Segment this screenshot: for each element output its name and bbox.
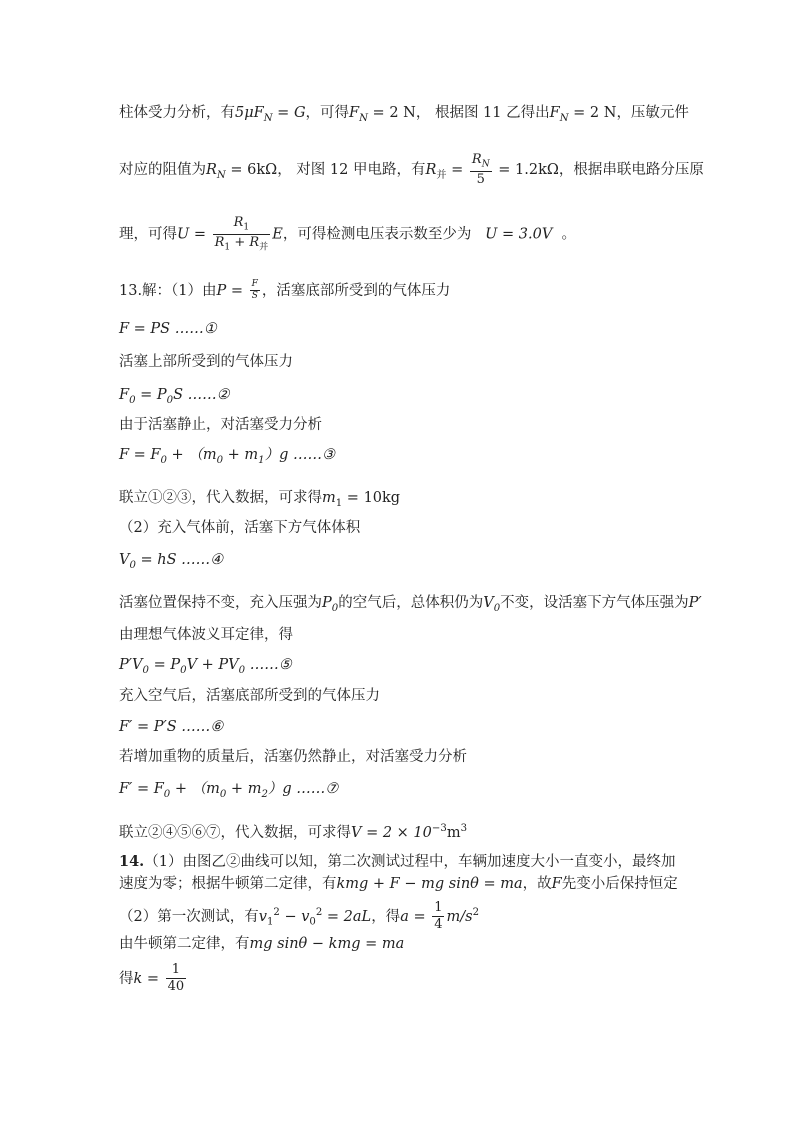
p12-line-2 <box>119 152 704 188</box>
formula: P′ <box>688 595 702 611</box>
formula: F = F <box>119 447 161 463</box>
formula: = 2 N <box>568 105 617 121</box>
text: 柱体受力分析，有 <box>119 105 235 121</box>
text: 活塞位置保持不变，充入压强为 <box>119 595 322 611</box>
text: 的空气后，总体积仍为 <box>338 595 484 611</box>
p14-line-2 <box>119 876 678 893</box>
subscript: 1 <box>266 916 274 928</box>
numerator: R <box>233 215 244 230</box>
formula: − v <box>279 908 310 925</box>
text: 速度为零；根据牛顿第二定律，有 <box>119 876 337 892</box>
subscript: 0 <box>180 664 187 676</box>
formula: V + PV <box>186 657 239 673</box>
formula: = 2 N <box>367 105 416 121</box>
subscript: 0 <box>331 602 339 614</box>
unit: m/s <box>446 908 473 925</box>
subscript: 2 <box>261 788 268 800</box>
p13-line-9 <box>119 595 702 615</box>
fraction <box>432 900 444 934</box>
superscript: 2 <box>315 906 323 918</box>
p13-line-7: （2）充入气体前，活塞下方气体体积 <box>119 520 361 536</box>
numerator: R <box>471 152 482 167</box>
p14-line-5 <box>119 962 188 996</box>
formula: = 1.2kΩ <box>493 162 559 179</box>
formula: + m <box>226 781 262 797</box>
superscript: 2 <box>273 906 280 918</box>
subscript: 1 <box>258 454 265 466</box>
text: 由牛顿第二定律，有 <box>119 936 250 952</box>
p13-eq-1: F = PS ……① <box>119 321 217 337</box>
numerator: 1 <box>432 900 444 917</box>
superscript: 3 <box>460 823 468 834</box>
formula: = 10kg <box>342 490 401 506</box>
subscript: 0 <box>142 664 149 676</box>
p14-line-1 <box>119 853 675 871</box>
subscript: 0 <box>163 788 171 800</box>
superscript: 2 <box>472 906 480 918</box>
p13-line-14: 若增加重物的质量后，活塞仍然静止，对活塞受力分析 <box>119 749 467 765</box>
subscript: N <box>559 112 569 124</box>
formula: F <box>549 105 560 121</box>
formula: F′ = F <box>119 781 164 797</box>
fraction <box>166 962 187 996</box>
subscript: N <box>481 159 490 170</box>
p13-line-12: 充入空气后，活塞底部所受到的气体压力 <box>119 688 380 704</box>
formula: = P <box>135 387 167 403</box>
p14-line-4 <box>119 936 404 953</box>
formula: F <box>119 387 130 403</box>
formula: P <box>322 595 332 611</box>
denominator: R <box>214 234 225 250</box>
subscript: 1 <box>335 497 343 509</box>
formula: ）g ……③ <box>264 447 335 463</box>
formula: U = 3.0V <box>485 226 553 243</box>
subscript: N <box>263 112 273 124</box>
formula: a = <box>400 908 431 925</box>
subscript: 并 <box>259 242 269 253</box>
formula: U = <box>177 226 211 243</box>
formula: S ……② <box>173 387 230 403</box>
formula: + （m <box>166 447 217 463</box>
text: 联立①②③，代入数据，可求得 <box>119 490 322 506</box>
p13-heading <box>119 279 450 303</box>
subscript: 0 <box>129 559 136 571</box>
formula: k = <box>133 970 164 987</box>
formula: m <box>322 490 336 506</box>
numerator: F <box>250 279 260 291</box>
p13-eq-5 <box>119 657 292 677</box>
numerator: 1 <box>166 962 187 979</box>
text: 13.解：（1）由 <box>119 282 217 299</box>
text: ，故 <box>522 876 552 892</box>
denominator: + R <box>230 234 260 250</box>
subscript: 0 <box>238 664 246 676</box>
formula: = 6kΩ <box>225 162 278 179</box>
p13-eq-6: F′ = P′S ……⑥ <box>119 719 224 735</box>
formula: R <box>206 162 217 179</box>
p13-result-2 <box>119 823 467 842</box>
formula: F <box>551 876 562 892</box>
p12-line-1 <box>119 105 689 125</box>
p13-line-2: 活塞上部所受到的气体压力 <box>119 354 293 370</box>
text: 先变小后保持恒定 <box>561 876 678 892</box>
text: ，根据串联电路分压原 <box>558 162 704 179</box>
subscript: 并 <box>436 170 447 181</box>
denominator: S <box>251 291 258 302</box>
formula: V = 2 × 10 <box>351 824 432 841</box>
text: ，压敏元件 <box>616 105 689 121</box>
formula: + m <box>223 447 259 463</box>
formula: kmg + F − mg sinθ = ma <box>336 876 523 892</box>
formula: = hS ……④ <box>135 552 224 568</box>
denominator: 4 <box>434 917 443 933</box>
p13-line-4: 由于活塞静止，对活塞受力分析 <box>119 417 322 433</box>
subscript: 0 <box>216 454 224 466</box>
text: ， 根据图 11 乙得出 <box>415 105 550 121</box>
formula: + （m <box>170 781 220 797</box>
subscript: 0 <box>309 916 316 928</box>
formula: F <box>349 105 360 121</box>
text: ，可得 <box>305 105 350 121</box>
p12-line-3 <box>119 215 576 254</box>
p13-eq-3 <box>119 447 335 467</box>
subscript: N <box>359 112 368 124</box>
denominator: 40 <box>167 979 185 995</box>
fraction <box>470 152 492 188</box>
formula: = G <box>272 105 306 121</box>
superscript: −3 <box>431 823 447 834</box>
p13-eq-7 <box>119 781 338 801</box>
subscript: 1 <box>224 242 231 253</box>
formula: ）g ……⑦ <box>267 781 339 797</box>
formula: ……⑤ <box>245 657 292 673</box>
fraction <box>213 215 271 254</box>
formula: = P <box>148 657 181 673</box>
formula: P′V <box>119 657 143 673</box>
denominator: 5 <box>476 171 485 187</box>
subscript: 0 <box>219 788 227 800</box>
problem-number: 14. <box>119 853 145 870</box>
p13-eq-2 <box>119 387 230 407</box>
formula: V <box>119 552 130 568</box>
text: （2）第一次测试，有 <box>119 908 259 925</box>
subscript: 0 <box>166 394 174 406</box>
subscript: 0 <box>160 454 167 466</box>
formula: mg sinθ − kmg = ma <box>249 936 405 952</box>
formula: R <box>425 162 437 179</box>
text: 理，可得 <box>119 226 177 243</box>
text: ，得 <box>371 908 401 925</box>
subscript: 0 <box>493 602 501 614</box>
formula: P = <box>216 282 248 299</box>
text: 。 <box>561 226 577 243</box>
text: 不变，设活塞下方气体压强为 <box>500 595 689 611</box>
text: ，可得检测电压表示数至少为 <box>282 226 472 243</box>
text: 联立②④⑤⑥⑦，代入数据，可求得 <box>119 824 351 841</box>
text: 得 <box>119 970 134 987</box>
text: （1）由图乙②曲线可以知，第二次测试过程中，车辆加速度大小一直变小，最终加 <box>144 854 676 870</box>
formula: = 2aL <box>322 908 372 925</box>
fraction <box>250 279 260 303</box>
p13-line-10: 由理想气体波义耳定律，得 <box>119 627 293 643</box>
text: ， 对图 12 甲电路，有 <box>277 162 426 179</box>
p14-line-3 <box>119 900 479 934</box>
formula: V <box>483 595 494 611</box>
formula: v <box>258 908 267 925</box>
p13-result-1 <box>119 490 400 510</box>
text: 对应的阻值为 <box>119 162 206 179</box>
formula: = <box>446 162 468 179</box>
formula: 5μF <box>235 105 264 121</box>
subscript: 1 <box>243 222 250 233</box>
formula: m <box>446 824 461 841</box>
p13-eq-4 <box>119 552 223 572</box>
text: ，活塞底部所受到的气体压力 <box>261 282 451 299</box>
formula: E <box>272 226 283 243</box>
subscript: 0 <box>129 394 136 406</box>
subscript: N <box>216 170 226 181</box>
